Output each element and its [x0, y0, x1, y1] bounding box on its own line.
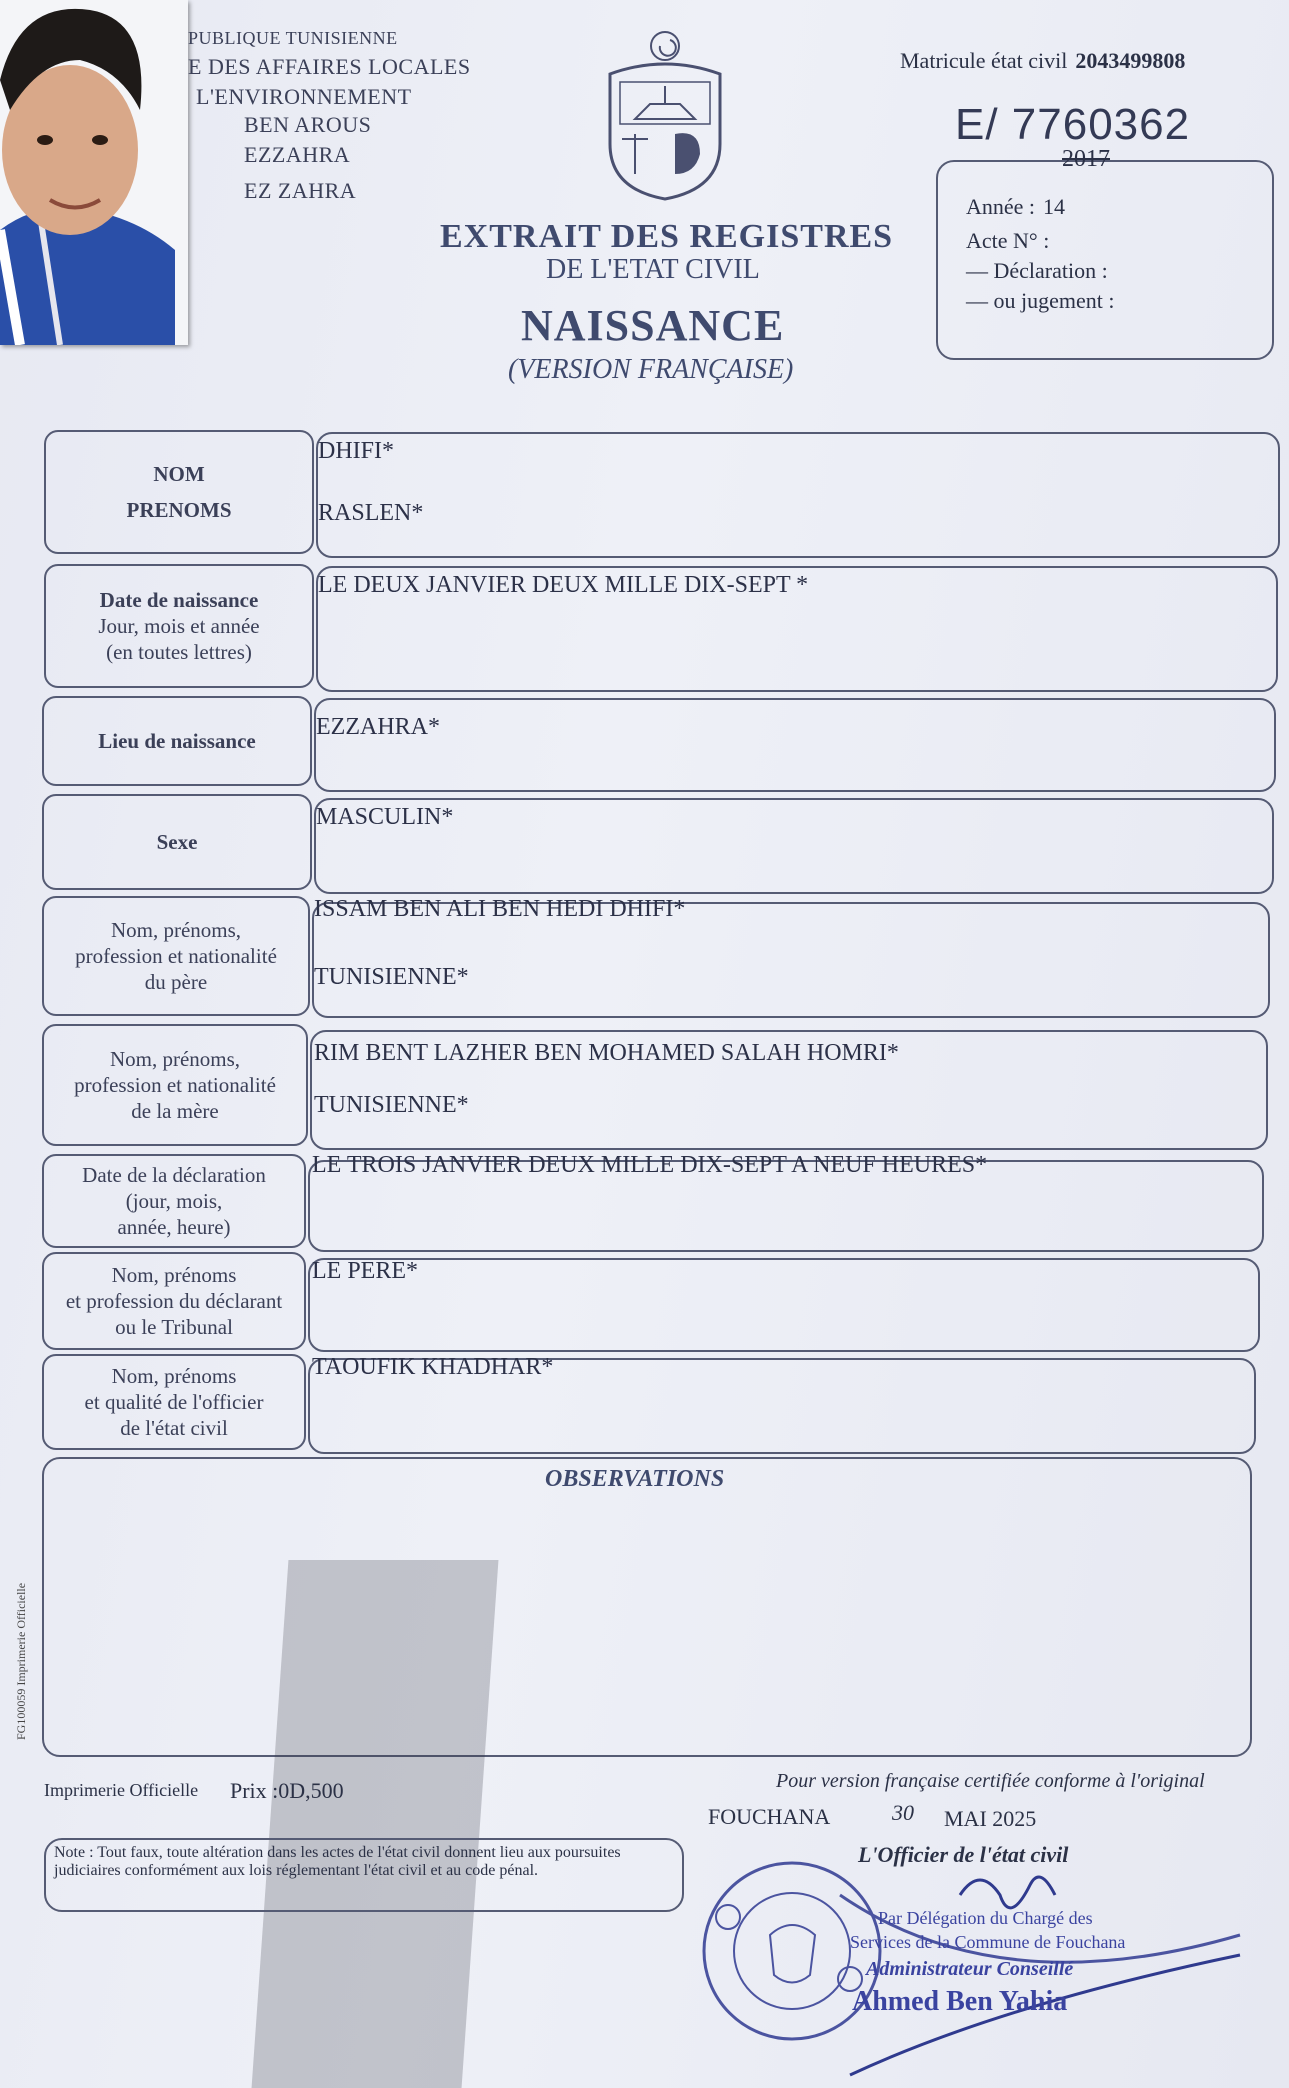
- value-lieu-naissance: EZZAHRA*: [316, 714, 440, 740]
- label-prenoms: PRENOMS: [126, 498, 232, 522]
- label-declarant-1: Nom, prénoms: [111, 1262, 237, 1287]
- header-line-1: PUBLIQUE TUNISIENNE: [188, 28, 398, 48]
- legal-note: [44, 1838, 684, 1912]
- serial-number: E/ 7760362: [955, 100, 1191, 149]
- title-version: (VERSION FRANÇAISE): [508, 354, 794, 385]
- value-nom: DHIFI*: [318, 438, 394, 464]
- annee-value: 14: [1043, 194, 1066, 219]
- label-declarant: [42, 1252, 306, 1350]
- label-date-naissance-sub2: (en toutes lettres): [106, 640, 252, 665]
- officer-title: L'Officier de l'état civil: [858, 1842, 1069, 1867]
- label-sexe: Sexe: [42, 794, 312, 890]
- label-pere-2: profession et nationalité: [75, 943, 277, 968]
- value-pere-nationality: TUNISIENNE*: [314, 964, 469, 990]
- label-date-naissance-sub1: Jour, mois et année: [98, 613, 260, 638]
- id-photo: [0, 0, 188, 345]
- delegation-line-1: Par Délégation du Chargé des: [878, 1908, 1093, 1928]
- value-prenoms: RASLEN*: [318, 500, 424, 526]
- photo-shadow: [252, 1560, 499, 2088]
- day: 30: [892, 1800, 914, 1825]
- coat-of-arms-icon: [600, 24, 730, 204]
- delegation-line-3: Administrateur Conseillé: [866, 1958, 1074, 1980]
- value-sexe: MASCULIN*: [316, 804, 454, 830]
- observations-box: [42, 1457, 1252, 1757]
- label-date-naissance-title: Date de naissance: [99, 587, 259, 612]
- value-pere-name: ISSAM BEN ALI BEN HEDI DHIFI*: [314, 896, 686, 922]
- matricule-label: Matricule état civil: [900, 48, 1068, 73]
- value-date-naissance: LE DEUX JANVIER DEUX MILLE DIX-SEPT *: [318, 572, 809, 598]
- label-declaration-1: Date de la déclaration: [82, 1162, 266, 1187]
- header-line-3: L'ENVIRONNEMENT: [196, 84, 412, 109]
- label-declarant-2: et profession du déclarant: [65, 1288, 283, 1313]
- value-box-nom-prenoms: [316, 432, 1280, 558]
- label-declarant-3: ou le Tribunal: [115, 1315, 233, 1340]
- label-mere-2: profession et nationalité: [74, 1072, 276, 1097]
- label-pere-1: Nom, prénoms,: [110, 917, 242, 942]
- prix: Prix :0D,500: [230, 1778, 344, 1803]
- label-declaration: [42, 1154, 306, 1248]
- label-declaration-3: année, heure): [117, 1215, 231, 1240]
- signatory: Ahmed Ben Yahia: [852, 1986, 1068, 2017]
- header-line-6: EZ ZAHRA: [244, 178, 357, 203]
- label-nom: NOM: [153, 461, 205, 486]
- value-mere-name: RIM BENT LAZHER BEN MOHAMED SALAH HOMRI*: [314, 1040, 899, 1066]
- year: 2017: [1062, 146, 1110, 172]
- header-line-2: E DES AFFAIRES LOCALES: [188, 54, 471, 79]
- month-year: MAI 2025: [944, 1806, 1037, 1831]
- label-officier-2: et qualité de l'officier: [84, 1389, 264, 1414]
- title-extrait: EXTRAIT DES REGISTRES: [440, 218, 894, 255]
- acte-label: Acte N° :: [966, 228, 1050, 253]
- value-box-declarant: [308, 1258, 1260, 1352]
- matricule: [900, 48, 1185, 74]
- place: FOUCHANA: [708, 1804, 831, 1829]
- label-nom-prenoms: [44, 430, 314, 554]
- label-mere-3: de la mère: [131, 1099, 219, 1124]
- label-mere-1: Nom, prénoms,: [109, 1046, 241, 1071]
- title-etat-civil: DE L'ETAT CIVIL: [546, 254, 760, 285]
- value-mere-nationality: TUNISIENNE*: [314, 1092, 469, 1118]
- registration-box: [936, 146, 1274, 360]
- label-officier-1: Nom, prénoms: [111, 1363, 237, 1388]
- value-declarant: LE PERE*: [312, 1258, 418, 1284]
- matricule-value: 2043499808: [1075, 48, 1186, 73]
- title-naissance: NAISSANCE: [521, 301, 785, 350]
- observations-title: OBSERVATIONS: [545, 1466, 725, 1492]
- value-declaration: LE TROIS JANVIER DEUX MILLE DIX-SEPT A NEUF HEURES*: [312, 1152, 988, 1178]
- value-box-sexe: [314, 798, 1274, 894]
- declaration-label: — Déclaration :: [966, 258, 1108, 283]
- jugement-label: — ou jugement :: [966, 288, 1115, 313]
- label-declaration-2: (jour, mois,: [125, 1188, 223, 1213]
- label-pere-3: du père: [144, 970, 208, 995]
- label-mere: [42, 1024, 308, 1146]
- side-print-code: FG100059 Imprimerie Officielle: [14, 1582, 28, 1740]
- annee-line: [966, 194, 1065, 220]
- annee-label: Année :: [966, 194, 1036, 219]
- legal-note-text: Note : Tout faux, toute altération dans les actes de l'état civil donnent lieu aux poursuites judiciaires conformément aux lois réglementant l'état civil et au code pénal.: [54, 1844, 621, 1880]
- label-pere: [42, 896, 310, 1016]
- certified-text: Pour version française certifiée conforme à l'original: [776, 1770, 1205, 1792]
- label-officier: [42, 1354, 306, 1450]
- delegation-line-2: Services de la Commune de Fouchana: [850, 1932, 1126, 1952]
- header-line-4: BEN AROUS: [244, 112, 372, 137]
- label-officier-3: de l'état civil: [120, 1416, 228, 1441]
- label-date-naissance: [44, 564, 314, 688]
- value-box-lieu: [314, 698, 1276, 792]
- header-line-5: EZZAHRA: [244, 142, 351, 167]
- label-lieu-naissance: Lieu de naissance: [42, 696, 312, 786]
- value-officier: TAOUFIK KHADHAR*: [312, 1354, 554, 1380]
- imprimerie: Imprimerie Officielle: [44, 1780, 199, 1800]
